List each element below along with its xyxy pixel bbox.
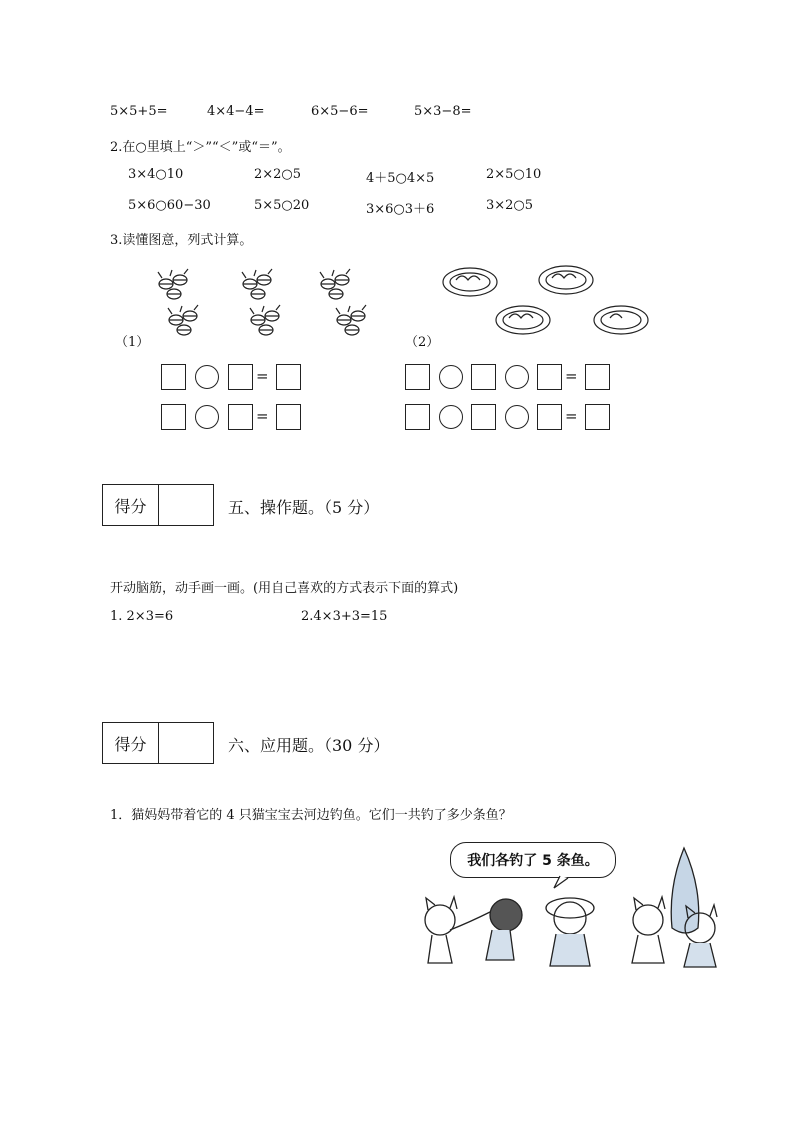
speech-bubble: 我们各钓了 5 条鱼。 [450, 842, 616, 878]
q2-title: 2.在○里填上“＞”“＜”或“＝”。 [110, 140, 291, 155]
operator-circle[interactable] [439, 365, 463, 389]
section6-heading: 六、应用题。（30 分） [228, 736, 390, 755]
plates-illustration [438, 258, 653, 343]
score-label: 得分 [103, 485, 159, 525]
answer-box[interactable] [405, 404, 430, 430]
answer-box[interactable] [276, 404, 301, 430]
q3-title: 3.读懂图意，列式计算。 [110, 233, 253, 248]
score-field[interactable] [159, 485, 213, 525]
equals-sign: = [565, 367, 578, 385]
operator-circle[interactable] [439, 405, 463, 429]
calc-item-2: 4×4−4= [207, 104, 265, 119]
cats-fishing-illustration [410, 840, 740, 975]
answer-box[interactable] [537, 404, 562, 430]
score-field[interactable] [159, 723, 213, 763]
part2-label: （2） [405, 335, 440, 350]
answer-box[interactable] [161, 404, 186, 430]
section5-instruction: 开动脑筋，动手画一画。(用自己喜欢的方式表示下面的算式) [110, 581, 459, 596]
section5-heading: 五、操作题。（5 分） [228, 498, 380, 517]
operator-circle[interactable] [505, 405, 529, 429]
answer-box[interactable] [161, 364, 186, 390]
answer-box[interactable] [471, 404, 496, 430]
calc-item-4: 5×3−8= [414, 104, 472, 119]
answer-box[interactable] [537, 364, 562, 390]
equals-sign: = [565, 407, 578, 425]
answer-box[interactable] [405, 364, 430, 390]
equals-sign: = [256, 367, 269, 385]
score-label: 得分 [103, 723, 159, 763]
score-box-5 [102, 484, 214, 526]
bees-illustration [148, 262, 388, 342]
calc-item-1: 5×5+5= [110, 104, 168, 119]
compare-item: 2×2○5 [254, 167, 302, 182]
calc-item-3: 6×5−6= [311, 104, 369, 119]
score-box-6 [102, 722, 214, 764]
answer-box[interactable] [585, 364, 610, 390]
compare-item: 5×6○60−30 [128, 198, 211, 213]
answer-box[interactable] [471, 364, 496, 390]
section6-question1: 1．猫妈妈带着它的 4 只猫宝宝去河边钓鱼。它们一共钓了多少条鱼？ [110, 808, 512, 823]
section5-item2: 2.4×3+3=15 [301, 609, 388, 624]
compare-item: 5×5○20 [254, 198, 310, 213]
section5-item1: 1. 2×3=6 [110, 609, 174, 624]
compare-item: 2×5○10 [486, 167, 542, 182]
answer-box[interactable] [228, 364, 253, 390]
compare-item: 4＋5○4×5 [366, 171, 435, 186]
operator-circle[interactable] [505, 365, 529, 389]
compare-item: 3×6○3＋6 [366, 202, 435, 217]
operator-circle[interactable] [195, 365, 219, 389]
equals-sign: = [256, 407, 269, 425]
answer-box[interactable] [585, 404, 610, 430]
answer-box[interactable] [276, 364, 301, 390]
answer-box[interactable] [228, 404, 253, 430]
compare-item: 3×2○5 [486, 198, 534, 213]
part1-label: （1） [115, 335, 150, 350]
compare-item: 3×4○10 [128, 167, 184, 182]
operator-circle[interactable] [195, 405, 219, 429]
